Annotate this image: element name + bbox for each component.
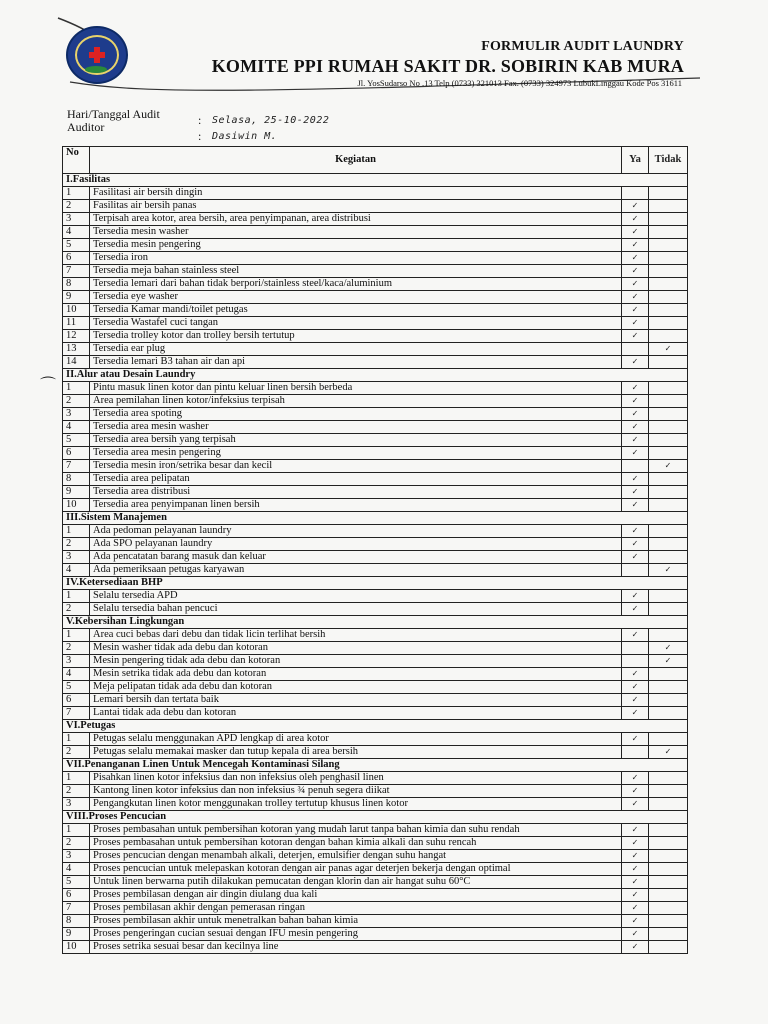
ya-check-cell: ✓ (622, 408, 649, 421)
ya-check-cell (622, 642, 649, 655)
row-number: 6 (63, 889, 90, 902)
table-row (63, 824, 688, 837)
tidak-check-cell (649, 915, 688, 928)
table-row (63, 681, 688, 694)
tidak-check-cell (649, 629, 688, 642)
row-number: 5 (63, 239, 90, 252)
row-activity: Ada pemeriksaan petugas karyawan (90, 564, 622, 577)
table-row (63, 226, 688, 239)
row-number: 1 (63, 629, 90, 642)
row-number: 2 (63, 395, 90, 408)
ya-check-cell: ✓ (622, 525, 649, 538)
table-row (63, 317, 688, 330)
table-row (63, 564, 688, 577)
row-number: 9 (63, 928, 90, 941)
ya-check-cell: ✓ (622, 681, 649, 694)
table-row (63, 304, 688, 317)
row-number: 3 (63, 213, 90, 226)
tidak-check-cell (649, 265, 688, 278)
table-row (63, 499, 688, 512)
row-activity: Selalu tersedia APD (90, 590, 622, 603)
row-activity: Tersedia Wastafel cuci tangan (90, 317, 622, 330)
table-row (63, 538, 688, 551)
ya-check-cell: ✓ (622, 603, 649, 616)
row-activity: Petugas selalu memakai masker dan tutup kepala di area bersih (90, 746, 622, 759)
row-number: 7 (63, 707, 90, 720)
tidak-check-cell (649, 798, 688, 811)
table-row (63, 590, 688, 603)
row-activity: Ada pedoman pelayanan laundry (90, 525, 622, 538)
row-number: 6 (63, 447, 90, 460)
ya-check-cell: ✓ (622, 265, 649, 278)
ya-check-cell: ✓ (622, 395, 649, 408)
row-activity: Pisahkan linen kotor infeksius dan non infeksius oleh penghasil linen (90, 772, 622, 785)
ya-check-cell: ✓ (622, 239, 649, 252)
table-row (63, 486, 688, 499)
ya-check-cell: ✓ (622, 252, 649, 265)
row-number: 3 (63, 655, 90, 668)
row-activity: Mesin pengering tidak ada debu dan kotoran (90, 655, 622, 668)
row-activity: Proses pembasahan untuk pembersihan kotoran yang mudah larut tanpa bahan kimia dan suhu rendah (90, 824, 622, 837)
row-activity: Untuk linen berwarna putih dilakukan pemucatan dengan klorin dan air hangat suhu 60°C (90, 876, 622, 889)
section-title: IV.Ketersediaan BHP (63, 577, 688, 590)
table-row (63, 746, 688, 759)
table-row (63, 642, 688, 655)
row-activity: Tersedia area distribusi (90, 486, 622, 499)
table-row (63, 200, 688, 213)
hospital-name: KOMITE PPI RUMAH SAKIT DR. SOBIRIN KAB MURA (211, 56, 684, 76)
tidak-check-cell (649, 694, 688, 707)
table-row (63, 421, 688, 434)
table-row (63, 629, 688, 642)
ya-check-cell: ✓ (622, 629, 649, 642)
table-row (63, 330, 688, 343)
row-number: 1 (63, 525, 90, 538)
ya-check-cell: ✓ (622, 226, 649, 239)
tidak-check-cell (649, 317, 688, 330)
row-number: 5 (63, 434, 90, 447)
tidak-check-cell (649, 876, 688, 889)
date-colon: : (198, 113, 202, 127)
ya-check-cell: ✓ (622, 213, 649, 226)
tidak-check-cell: ✓ (649, 564, 688, 577)
row-number: 2 (63, 538, 90, 551)
row-number: 1 (63, 733, 90, 746)
date-label: Hari/Tanggal Audit (67, 107, 160, 121)
table-row (63, 915, 688, 928)
table-row (63, 668, 688, 681)
ya-check-cell (622, 564, 649, 577)
table-row (63, 408, 688, 421)
tidak-check-cell (649, 863, 688, 876)
ya-check-cell: ✓ (622, 356, 649, 369)
tidak-check-cell (649, 408, 688, 421)
tidak-check-cell (649, 681, 688, 694)
section-header-row (63, 811, 688, 824)
row-activity: Area cuci bebas dari debu dan tidak licin terlihat bersih (90, 629, 622, 642)
tidak-check-cell: ✓ (649, 460, 688, 473)
row-number: 3 (63, 551, 90, 564)
row-activity: Tersedia meja bahan stainless steel (90, 265, 622, 278)
row-number: 8 (63, 278, 90, 291)
tidak-check-cell (649, 785, 688, 798)
section-title: II.Alur atau Desain Laundry (63, 369, 688, 382)
table-row (63, 941, 688, 954)
row-number: 6 (63, 252, 90, 265)
tidak-check-cell (649, 421, 688, 434)
date-value: Selasa, 25-10-2022 (212, 115, 330, 126)
ya-check-cell: ✓ (622, 798, 649, 811)
row-number: 4 (63, 226, 90, 239)
ya-check-cell: ✓ (622, 317, 649, 330)
row-activity: Mesin washer tidak ada debu dan kotoran (90, 642, 622, 655)
section-title: VII.Penanganan Linen Untuk Mencegah Kontaminasi Silang (63, 759, 688, 772)
row-number: 9 (63, 291, 90, 304)
hospital-logo (66, 26, 128, 84)
tidak-check-cell (649, 499, 688, 512)
ya-check-cell: ✓ (622, 668, 649, 681)
tidak-check-cell (649, 252, 688, 265)
table-row (63, 356, 688, 369)
row-activity: Proses pencucian untuk melepaskan kotoran dengan air panas agar deterjen bekerja dengan optimal (90, 863, 622, 876)
row-number: 7 (63, 902, 90, 915)
row-activity: Fasilitas air bersih panas (90, 200, 622, 213)
row-number: 12 (63, 330, 90, 343)
row-activity: Tersedia lemari dari bahan tidak berpori/stainless steel/kaca/aluminium (90, 278, 622, 291)
row-number: 2 (63, 837, 90, 850)
ya-check-cell: ✓ (622, 551, 649, 564)
row-activity: Tersedia lemari B3 tahan air dan api (90, 356, 622, 369)
hospital-address: Jl. YosSudarso No .13 Telp (0733) 321013 Fax. (0733) 324973 LubukLinggau Kode Pos 31611 (357, 78, 682, 88)
row-number: 4 (63, 668, 90, 681)
table-row (63, 395, 688, 408)
section-title: I.Fasilitas (63, 174, 688, 187)
tidak-check-cell (649, 226, 688, 239)
row-activity: Pintu masuk linen kotor dan pintu keluar linen bersih berbeda (90, 382, 622, 395)
section-title: V.Kebersihan Lingkungan (63, 616, 688, 629)
row-activity: Proses pembilasan dengan air dingin diulang dua kali (90, 889, 622, 902)
table-row (63, 694, 688, 707)
row-activity: Pengangkutan linen kotor menggunakan trolley tertutup khusus linen kotor (90, 798, 622, 811)
ya-check-cell: ✓ (622, 785, 649, 798)
row-number: 10 (63, 941, 90, 954)
ya-check-cell: ✓ (622, 330, 649, 343)
table-row (63, 837, 688, 850)
table-row (63, 603, 688, 616)
table-row (63, 733, 688, 746)
section-header-row (63, 577, 688, 590)
table-row (63, 447, 688, 460)
tidak-check-cell (649, 538, 688, 551)
ya-check-cell: ✓ (622, 473, 649, 486)
margin-mark: ⌒ (40, 377, 57, 394)
row-number: 7 (63, 265, 90, 278)
ya-check-cell: ✓ (622, 772, 649, 785)
table-row (63, 551, 688, 564)
row-activity: Tersedia area spoting (90, 408, 622, 421)
tidak-check-cell (649, 837, 688, 850)
ya-check-cell (622, 343, 649, 356)
ya-check-cell: ✓ (622, 447, 649, 460)
tidak-check-cell (649, 603, 688, 616)
row-activity: Tersedia mesin washer (90, 226, 622, 239)
tidak-check-cell (649, 291, 688, 304)
tidak-check-cell: ✓ (649, 642, 688, 655)
table-row (63, 213, 688, 226)
row-activity: Proses pembilasan akhir untuk menetralkan bahan bahan kimia (90, 915, 622, 928)
table-row (63, 187, 688, 200)
row-number: 1 (63, 772, 90, 785)
tidak-check-cell (649, 239, 688, 252)
table-row (63, 382, 688, 395)
section-title: III.Sistem Manajemen (63, 512, 688, 525)
tidak-check-cell (649, 447, 688, 460)
table-row (63, 278, 688, 291)
tidak-check-cell (649, 850, 688, 863)
row-activity: Proses pencucian dengan menambah alkali, deterjen, emulsifier dengan suhu hangat (90, 850, 622, 863)
row-activity: Lantai tidak ada debu dan kotoran (90, 707, 622, 720)
ya-check-cell (622, 187, 649, 200)
row-number: 2 (63, 746, 90, 759)
tidak-check-cell (649, 278, 688, 291)
row-activity: Proses pembasahan untuk pembersihan kotoran dengan bahan kimia alkali dan suhu rencah (90, 837, 622, 850)
row-activity: Fasilitasi air bersih dingin (90, 187, 622, 200)
ya-check-cell: ✓ (622, 915, 649, 928)
row-number: 3 (63, 850, 90, 863)
section-title: VIII.Proses Pencucian (63, 811, 688, 824)
ya-check-cell: ✓ (622, 694, 649, 707)
tidak-check-cell (649, 733, 688, 746)
row-number: 4 (63, 863, 90, 876)
row-number: 2 (63, 785, 90, 798)
table-row (63, 473, 688, 486)
col-header-ya: Ya (622, 147, 649, 174)
ya-check-cell: ✓ (622, 421, 649, 434)
tidak-check-cell: ✓ (649, 343, 688, 356)
row-number: 13 (63, 343, 90, 356)
tidak-check-cell (649, 330, 688, 343)
ya-check-cell: ✓ (622, 278, 649, 291)
row-number: 3 (63, 798, 90, 811)
tidak-check-cell (649, 382, 688, 395)
row-activity: Tersedia eye washer (90, 291, 622, 304)
table-row (63, 707, 688, 720)
table-row (63, 785, 688, 798)
row-activity: Tersedia area mesin washer (90, 421, 622, 434)
tidak-check-cell (649, 395, 688, 408)
tidak-check-cell: ✓ (649, 746, 688, 759)
tidak-check-cell (649, 824, 688, 837)
row-activity: Proses pengeringan cucian sesuai dengan IFU mesin pengering (90, 928, 622, 941)
ya-check-cell: ✓ (622, 824, 649, 837)
tidak-check-cell (649, 902, 688, 915)
row-activity: Ada pencatatan barang masuk dan keluar (90, 551, 622, 564)
tidak-check-cell (649, 707, 688, 720)
row-activity: Selalu tersedia bahan pencuci (90, 603, 622, 616)
table-row (63, 889, 688, 902)
row-number: 3 (63, 408, 90, 421)
table-row (63, 434, 688, 447)
table-row (63, 850, 688, 863)
col-header-no: No (63, 147, 90, 174)
row-number: 4 (63, 564, 90, 577)
row-activity: Tersedia area bersih yang terpisah (90, 434, 622, 447)
ya-check-cell: ✓ (622, 200, 649, 213)
row-number: 8 (63, 473, 90, 486)
ya-check-cell: ✓ (622, 499, 649, 512)
row-number: 6 (63, 694, 90, 707)
ya-check-cell: ✓ (622, 889, 649, 902)
row-activity: Terpisah area kotor, area bersih, area penyimpanan, area distribusi (90, 213, 622, 226)
ya-check-cell: ✓ (622, 850, 649, 863)
ya-check-cell: ✓ (622, 941, 649, 954)
row-activity: Petugas selalu menggunakan APD lengkap di area kotor (90, 733, 622, 746)
ya-check-cell: ✓ (622, 382, 649, 395)
section-header-row (63, 759, 688, 772)
ya-check-cell: ✓ (622, 434, 649, 447)
row-number: 10 (63, 304, 90, 317)
row-activity: Proses pembilasan akhir dengan pemerasan ringan (90, 902, 622, 915)
row-number: 10 (63, 499, 90, 512)
section-header-row (63, 616, 688, 629)
tidak-check-cell (649, 889, 688, 902)
row-number: 14 (63, 356, 90, 369)
tidak-check-cell (649, 525, 688, 538)
row-number: 9 (63, 486, 90, 499)
row-number: 1 (63, 187, 90, 200)
row-activity: Tersedia area mesin pengering (90, 447, 622, 460)
tidak-check-cell (649, 551, 688, 564)
table-header-row (63, 147, 688, 174)
tidak-check-cell (649, 434, 688, 447)
table-row (63, 265, 688, 278)
row-activity: Area pemilahan linen kotor/infeksius terpisah (90, 395, 622, 408)
tidak-check-cell (649, 941, 688, 954)
tidak-check-cell (649, 356, 688, 369)
table-row (63, 460, 688, 473)
row-activity: Mesin setrika tidak ada debu dan kotoran (90, 668, 622, 681)
row-activity: Tersedia mesin pengering (90, 239, 622, 252)
row-activity: Tersedia area pelipatan (90, 473, 622, 486)
ya-check-cell: ✓ (622, 837, 649, 850)
ya-check-cell: ✓ (622, 733, 649, 746)
row-activity: Tersedia trolley kotor dan trolley bersih tertutup (90, 330, 622, 343)
ya-check-cell: ✓ (622, 876, 649, 889)
row-number: 5 (63, 876, 90, 889)
ya-check-cell: ✓ (622, 538, 649, 551)
row-number: 7 (63, 460, 90, 473)
audit-table (62, 146, 688, 954)
row-activity: Tersedia area penyimpanan linen bersih (90, 499, 622, 512)
tidak-check-cell (649, 486, 688, 499)
row-activity: Tersedia Kamar mandi/toilet petugas (90, 304, 622, 317)
table-row (63, 876, 688, 889)
col-header-tidak: Tidak (649, 147, 688, 174)
table-row (63, 252, 688, 265)
row-number: 5 (63, 681, 90, 694)
row-number: 2 (63, 200, 90, 213)
section-header-row (63, 512, 688, 525)
ya-check-cell: ✓ (622, 304, 649, 317)
table-row (63, 863, 688, 876)
auditor-colon: : (198, 129, 202, 143)
table-row (63, 772, 688, 785)
row-number: 8 (63, 915, 90, 928)
section-header-row (63, 720, 688, 733)
ya-check-cell: ✓ (622, 707, 649, 720)
tidak-check-cell (649, 928, 688, 941)
row-number: 2 (63, 603, 90, 616)
table-row (63, 343, 688, 356)
table-row (63, 525, 688, 538)
ya-check-cell: ✓ (622, 863, 649, 876)
col-header-kegiatan: Kegiatan (90, 147, 622, 174)
row-number: 1 (63, 824, 90, 837)
table-row (63, 239, 688, 252)
tidak-check-cell (649, 668, 688, 681)
ya-check-cell (622, 746, 649, 759)
auditor-label: Auditor (67, 120, 105, 134)
tidak-check-cell (649, 304, 688, 317)
ya-check-cell: ✓ (622, 902, 649, 915)
table-row (63, 655, 688, 668)
tidak-check-cell: ✓ (649, 655, 688, 668)
auditor-value: Dasiwin M. (212, 131, 278, 142)
table-row (63, 928, 688, 941)
row-activity: Proses setrika sesuai besar dan kecilnya line (90, 941, 622, 954)
row-number: 4 (63, 421, 90, 434)
row-activity: Tersedia iron (90, 252, 622, 265)
row-activity: Kantong linen kotor infeksius dan non infeksius ¾ penuh segera diikat (90, 785, 622, 798)
section-header-row (63, 174, 688, 187)
ya-check-cell: ✓ (622, 590, 649, 603)
tidak-check-cell (649, 473, 688, 486)
ya-check-cell (622, 460, 649, 473)
tidak-check-cell (649, 187, 688, 200)
tidak-check-cell (649, 590, 688, 603)
table-row (63, 798, 688, 811)
row-number: 1 (63, 590, 90, 603)
tidak-check-cell (649, 200, 688, 213)
section-header-row (63, 369, 688, 382)
table-row (63, 902, 688, 915)
row-number: 11 (63, 317, 90, 330)
row-number: 2 (63, 642, 90, 655)
ya-check-cell (622, 655, 649, 668)
row-activity: Ada SPO pelayanan laundry (90, 538, 622, 551)
tidak-check-cell (649, 213, 688, 226)
row-number: 1 (63, 382, 90, 395)
ya-check-cell: ✓ (622, 486, 649, 499)
tidak-check-cell (649, 772, 688, 785)
row-activity: Lemari bersih dan tertata baik (90, 694, 622, 707)
row-activity: Meja pelipatan tidak ada debu dan kotoran (90, 681, 622, 694)
ya-check-cell: ✓ (622, 291, 649, 304)
row-activity: Tersedia mesin iron/setrika besar dan kecil (90, 460, 622, 473)
ya-check-cell: ✓ (622, 928, 649, 941)
section-title: VI.Petugas (63, 720, 688, 733)
form-title: FORMULIR AUDIT LAUNDRY (481, 39, 684, 54)
audit-table-body (63, 147, 688, 954)
row-activity: Tersedia ear plug (90, 343, 622, 356)
table-row (63, 291, 688, 304)
